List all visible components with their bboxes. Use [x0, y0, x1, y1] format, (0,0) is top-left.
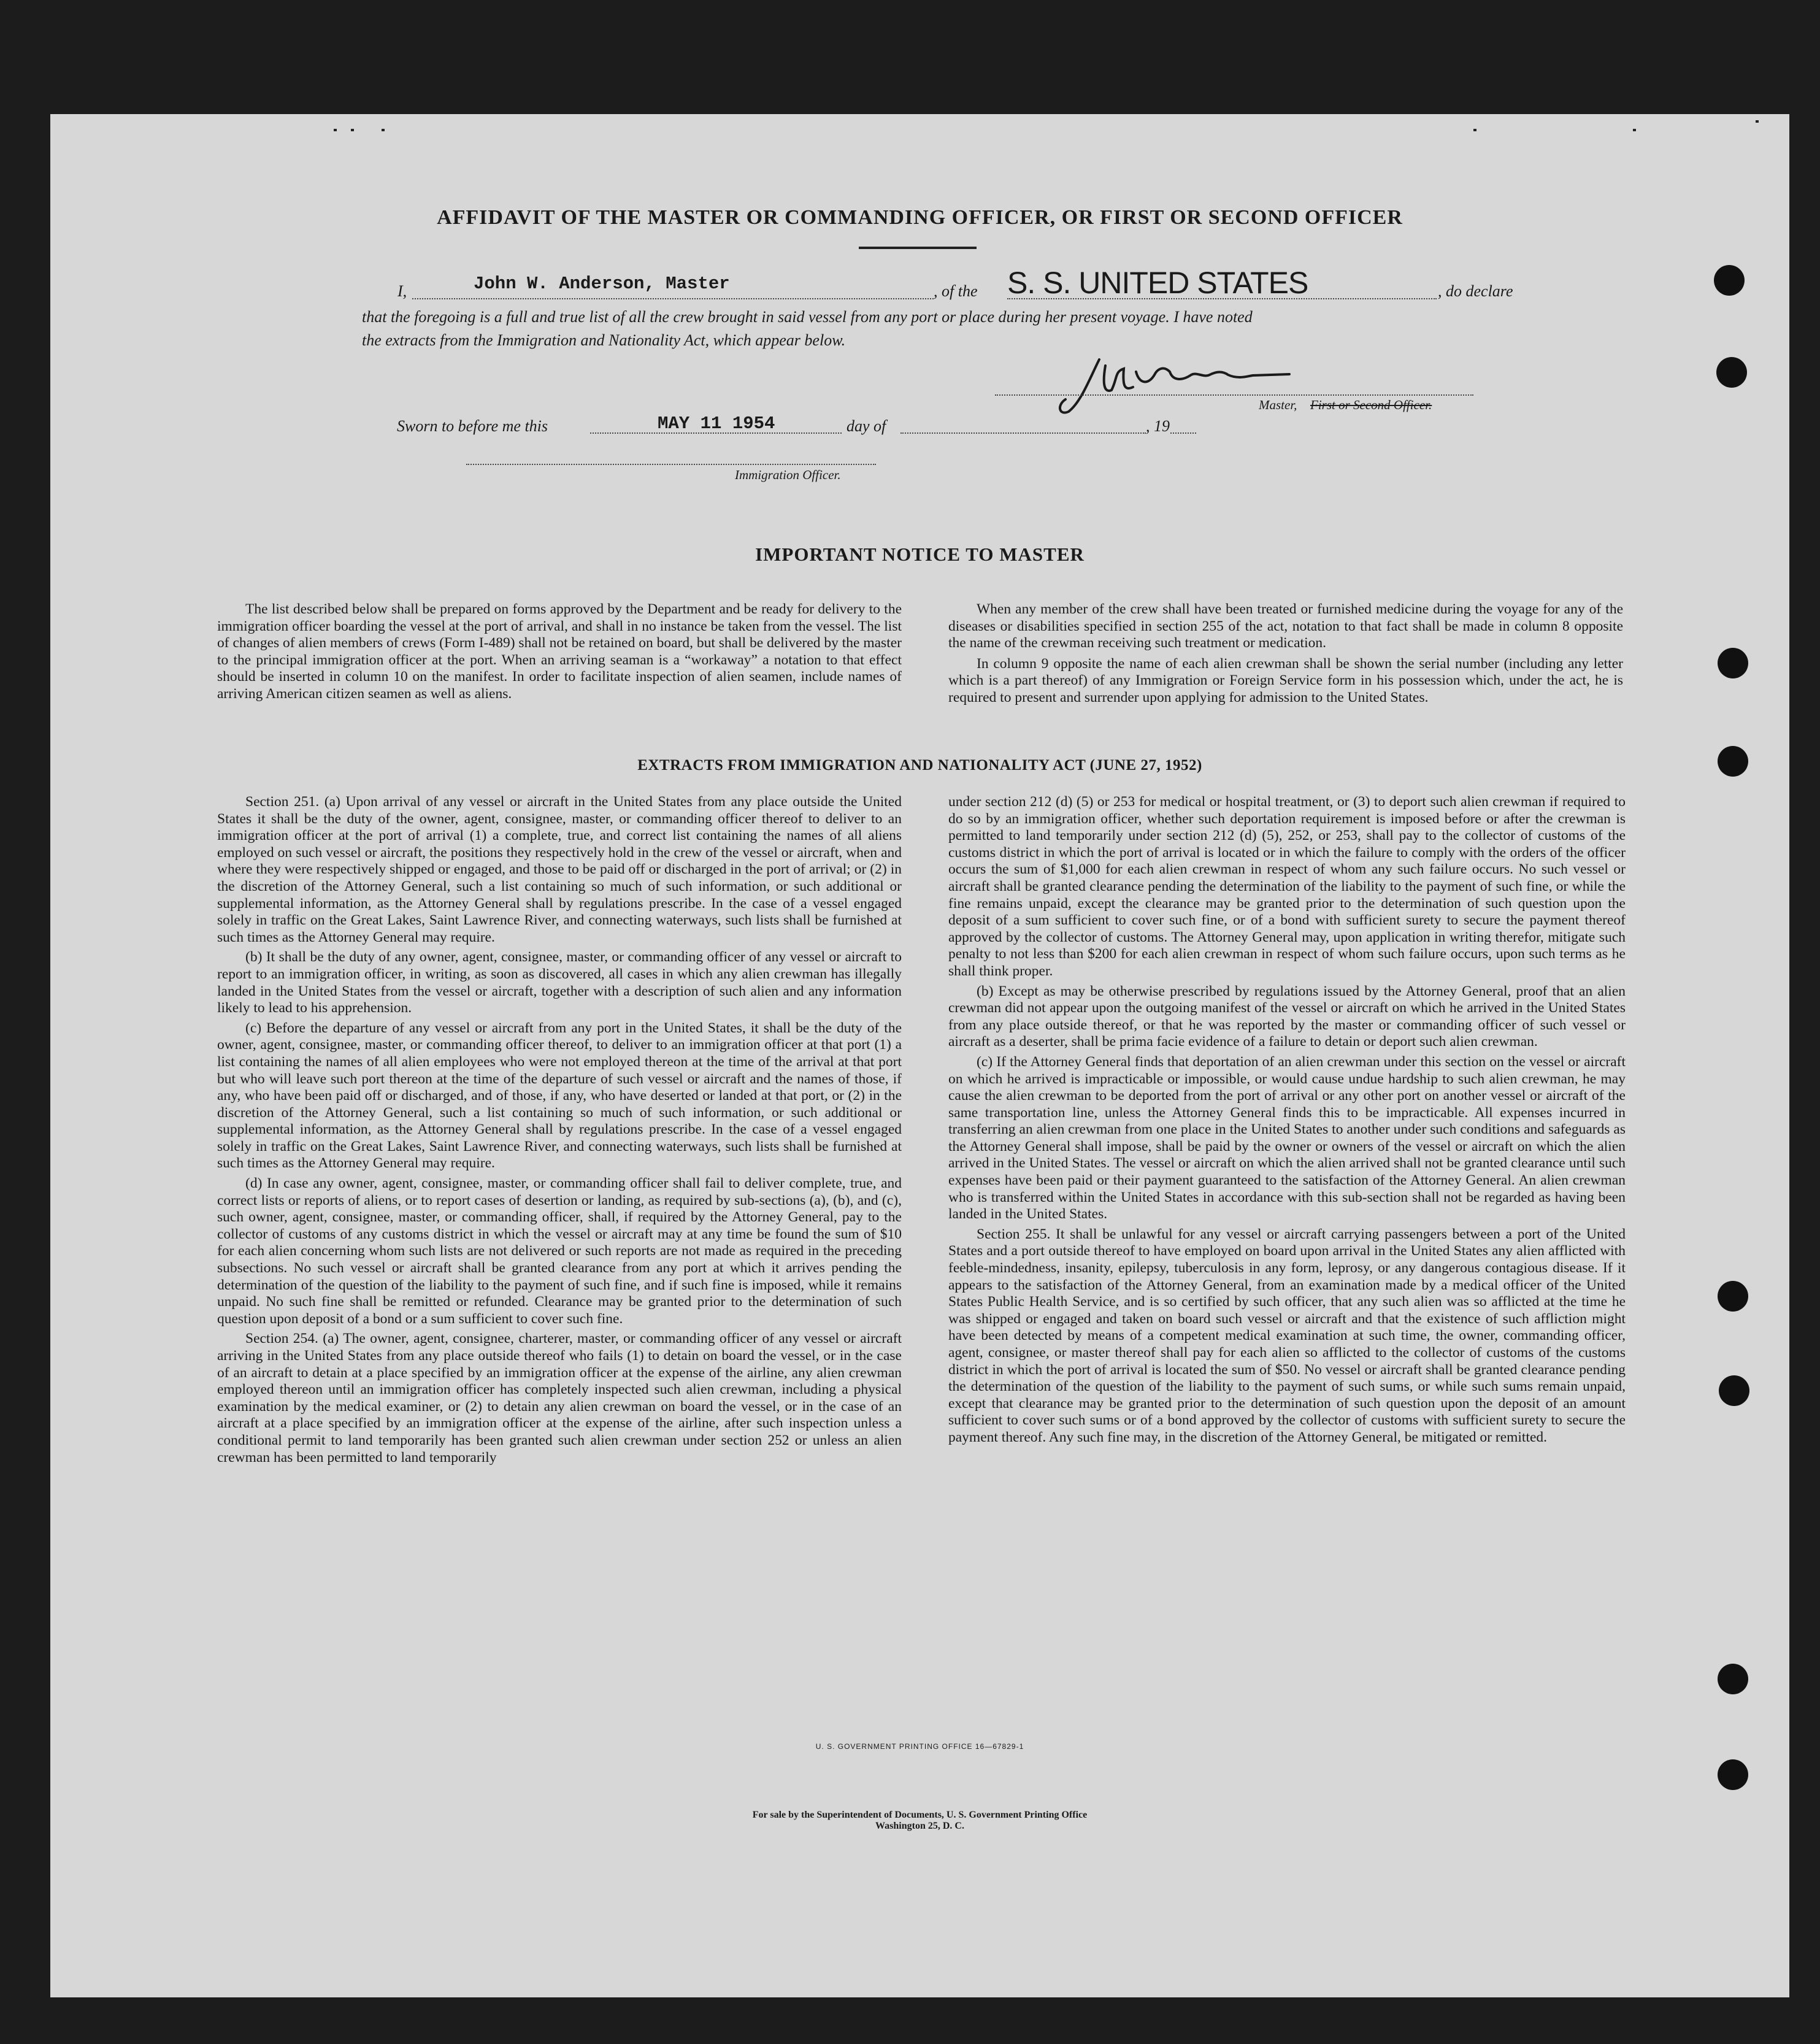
statute-paragraph: (b) Except as may be otherwise prescribed by regulations issued by the Attorney General, proof that an alien crewman did not appear upon the outgoing manifest of the vessel or aircraft on which he arrived in the United States from any place outside thereof, or that he was reported by the master or commanding officer of such vessel or aircraft as a deserter, shall be prima facie evidence of a failure to detain or deport such alien crewman. [948, 983, 1626, 1050]
print-speck [334, 129, 337, 131]
year-suffix: , 19 [1146, 417, 1170, 435]
print-speck [1633, 129, 1636, 131]
extracts-title: EXTRACTS FROM IMMIGRATION AND NATIONALITY ACT (JUNE 27, 1952) [637, 757, 1202, 774]
punch-hole [1719, 1375, 1749, 1406]
notice-right-column [948, 601, 1623, 707]
vessel-name: S. S. UNITED STATES [1007, 266, 1308, 300]
declaration-line-2: that the foregoing is a full and true list of all the crew brought in said vessel from any port or place during her present voyage. I have noted [362, 308, 1253, 326]
signature-line [995, 393, 1473, 396]
sale-notice [50, 1810, 1789, 1832]
statute-paragraph: Section 254. (a) The owner, agent, consignee, charterer, master, or commanding officer of any vessel or aircraft arriving in the United States from any place outside thereof who fails (1) to detain on board the vessel, or in the case of an aircraft to detain at a place specified by an immigration officer at the expense of the airline, any alien crewman employed thereon until an immigration officer has completely inspected such alien crewman, including a physical examination by the medical examiner, or (2) to detain any alien crewman on board the vessel, or in the case of an aircraft at a place specified by an immigration officer at the expense of the airline, after such inspection unless a conditional permit to land temporarily has been granted such alien crewman under section 252 or unless an alien crewman has been permitted to land temporarily [217, 1331, 902, 1466]
punch-hole [1718, 1759, 1748, 1790]
of-the-label: , of the [934, 282, 978, 300]
notice-paragraph: When any member of the crew shall have been treated or furnished medicine during the voyage for any of the diseases or disabilities specified in section 255 of the act, notation to that fact shall be made in column 8 opposite the name of the crewman receiving such treatment or medication. [948, 601, 1623, 651]
immigration-officer-line [466, 463, 876, 465]
declaration-line-3: the extracts from the Immigration and Nationality Act, which appear below. [362, 331, 846, 349]
punch-hole [1718, 1281, 1748, 1312]
statute-paragraph: (c) Before the departure of any vessel or aircraft from any port in the United States, it shall be the duty of the owner, agent, consignee, master, or commanding officer thereof, to deliver to an immigration officer at that port (1) a list containing the names of all alien employees who were not employed thereon at the time of the arrival at that port but who will leave such port thereon at the time of the departure of such vessel or aircraft and the names of those, if any, who have been paid off or discharged, and of those, if any, who have deserted or landed at that port, or (2) in the discretion of the Attorney General, such a list containing so much of such information, or such additional or supplemental information, as the Attorney General shall by regulations prescribe. In the case of a vessel engaged solely in traffic on the Great Lakes, Saint Lawrence River, and connecting waterways, such lists shall be furnished at such times as the Attorney General may require. [217, 1020, 902, 1172]
punch-hole [1718, 648, 1748, 678]
punch-hole [1718, 746, 1748, 777]
master-caption: Master, [1259, 398, 1297, 412]
document-page [50, 114, 1789, 1997]
sale-line-2: Washington 25, D. C. [875, 1821, 964, 1831]
notice-left-column [217, 601, 902, 703]
extracts-right-column [948, 794, 1626, 1447]
statute-paragraph: (d) In case any owner, agent, consignee, master, or commanding officer shall fail to deliver complete, true, and correct lists or reports of aliens, or to report cases of desertion or landing, as required by sub-sections (a), (b), and (c), such owner, agent, consignee, master, or commanding officer, shall, if required by the Attorney General, pay to the collector of customs of any customs district in which the vessel or aircraft may at any time be found the sum of $10 for each alien concerning whom such lists are not delivered or such reports are not made as required in the preceding subsections. No such vessel or aircraft shall be granted clearance from any port at which it arrives pending the determination of the question of the liability to the payment of such fine, and if such fine is imposed, while it remains unpaid. No such fine shall be remitted or refunded. Clearance may be granted prior to the determination of such question upon deposit of a bond or a sum sufficient to cover such fine. [217, 1175, 902, 1327]
month-line [900, 431, 1146, 434]
statute-paragraph: (c) If the Attorney General finds that deportation of an alien crewman under this section on the vessel or aircraft on which he arrived is impracticable or impossible, or would cause undue hardship to such alien crewman, he may cause the alien crewman to be deported from the port of arrival or any other port on another vessel or aircraft of the same transportation line, unless the Attorney General finds this to be impracticable. All expenses incurred in transferring an alien crewman from one place in the United States to another under such conditions and safeguards as the Attorney General shall impose, shall be paid by the owner or owners of the vessel or aircraft on which the alien arrived in the United States. The vessel or aircraft on which the alien arrived shall not be granted clearance until such expenses have been paid or their payment guaranteed to the satisfaction of the Attorney General. An alien crewman who is transferred within the United States in accordance with this sub-section shall not be regarded as having been landed in the United States. [948, 1053, 1626, 1223]
sale-line-1: For sale by the Superintendent of Documents, U. S. Government Printing Office [752, 1810, 1088, 1820]
sworn-date-stamp: MAY 11 1954 [658, 413, 775, 434]
affidavit-title: AFFIDAVIT OF THE MASTER OR COMMANDING OFFICER, OR FIRST OR SECOND OFFICER [437, 206, 1403, 229]
statute-paragraph: (b) It shall be the duty of any owner, agent, consignee, master, or commanding officer of any vessel or aircraft to report to an immigration officer, in writing, as soon as discovered, all cases in which any alien crewman has illegally landed in the United States from the vessel or aircraft, together with a description of such alien and any information likely to lead to his apprehension. [217, 949, 902, 1016]
declarant-name: John W. Anderson, Master [474, 274, 730, 294]
declarant-line [412, 297, 934, 299]
extracts-left-column [217, 794, 902, 1466]
print-speck [1473, 129, 1476, 131]
struck-officer-caption: First or Second Officer. [1310, 398, 1432, 412]
immigration-officer-caption: Immigration Officer. [735, 467, 841, 482]
year-line [1170, 431, 1196, 434]
do-declare-label: , do declare [1438, 282, 1513, 300]
declarant-prefix: I, [397, 282, 407, 300]
notice-title: IMPORTANT NOTICE TO MASTER [755, 544, 1085, 565]
notice-paragraph: In column 9 opposite the name of each alien crewman shall be shown the serial number (including any letter which is a part thereof) of any Immigration or Foreign Service form in his possession which, under the act, he is required to present and surrender upon applying for admission to the United States. [948, 655, 1623, 705]
day-of-label: day of [847, 417, 886, 435]
print-speck [382, 129, 385, 131]
notice-paragraph: The list described below shall be prepared on forms approved by the Department and be ready for delivery to the immigration officer boarding the vessel at the port of arrival, and shall in no instance be taken from the vessel. The list of changes of alien members of crews (Form I-489) shall not be retained on board, but shall be delivered by the master to the principal immigration officer at the port. When an arriving seaman is a “workaway” a notation to that effect should be inserted in column 10 on the manifest. In order to facilitate inspection of alien seamen, include names of arriving American citizen seamen as well as aliens. [217, 601, 902, 702]
punch-hole [1718, 1664, 1748, 1694]
print-speck [1756, 120, 1759, 123]
title-rule [859, 247, 977, 249]
sworn-prefix: Sworn to before me this [397, 417, 548, 435]
gpo-imprint: U. S. GOVERNMENT PRINTING OFFICE 16—67829-1 [815, 1742, 1024, 1751]
statute-paragraph: Section 255. It shall be unlawful for any vessel or aircraft carrying passengers between a port of the United States and a port outside thereof to have employed on board upon arrival in the United States any alien afflicted with feeble-mindedness, insanity, epilepsy, tuberculosis in any form, leprosy, or any dangerous contagious disease. If it appears to the satisfaction of the Attorney General, from an examination made by a medical officer of the United States Public Health Service, and is so certified by such officer, that any such alien was so afflicted at the time he was shipped or engaged and taken on board such vessel or aircraft and that the existence of such affliction might have been detected by means of a competent medical examination at such time, the owner, commanding officer, agent, consignee, or master thereof shall pay for each alien so afflicted to the collector of customs of the customs district in which the port of arrival is located the sum of $50. No vessel or aircraft shall be granted clearance pending the determination of the question of the liability to the payment of such sums, or while such sums remain unpaid, except that clearance may be granted prior to the determination of such question upon the deposit of an amount sufficient to cover such sums or of a bond approved by the collector of customs with sufficient surety to secure the payment thereof. Any such fine may, in the discretion of the Attorney General, be mitigated or remitted. [948, 1226, 1626, 1445]
punch-hole [1714, 265, 1745, 296]
print-speck [351, 129, 354, 131]
punch-hole [1716, 357, 1747, 388]
statute-paragraph: under section 212 (d) (5) or 253 for medical or hospital treatment, or (3) to deport such alien crewman if required to do so by an immigration officer, whether such deportation requirement is imposed before or after the crewman is permitted to land temporarily under section 212 (d) (5), 252, or 253, shall pay to the collector of customs of the customs district in which the port of arrival is located or in which the failure to comply with the orders of the officer occurs the sum of $1,000 for each alien crewman in respect of whom any such failure occurs. No such vessel or aircraft shall be granted clearance pending the determination of the liability to the payment of such fine, or while the fine remains unpaid, except the clearance may be granted prior to the determination of such question upon the deposit of a sum sufficient to cover such fine, or of a bond with sufficient surety to secure the payment thereof approved by the collector of customs. The Attorney General may, upon application in writing therefor, mitigate such penalty to not less than $200 for each alien crewman in respect of whom such failure occurs, upon such terms as he shall think proper. [948, 794, 1626, 979]
statute-paragraph: Section 251. (a) Upon arrival of any vessel or aircraft in the United States from any place outside the United States it shall be the duty of the owner, agent, consignee, master, or commanding officer thereof to deliver to an immigration officer at the port of arrival (1) a complete, true, and correct list containing the names of all aliens employed on such vessel or aircraft, the positions they respectively hold in the crew of the vessel or aircraft, when and where they were respectively shipped or engaged, and those to be paid off or discharged in the port of arrival; or (2) in the discretion of the Attorney General, such a list containing so much of such information, or such additional or supplemental information, as the Attorney General shall by regulations prescribe. In the case of a vessel engaged solely in traffic on the Great Lakes, Saint Lawrence River, and connecting waterways, such lists shall be furnished at such times as the Attorney General may require. [217, 794, 902, 945]
